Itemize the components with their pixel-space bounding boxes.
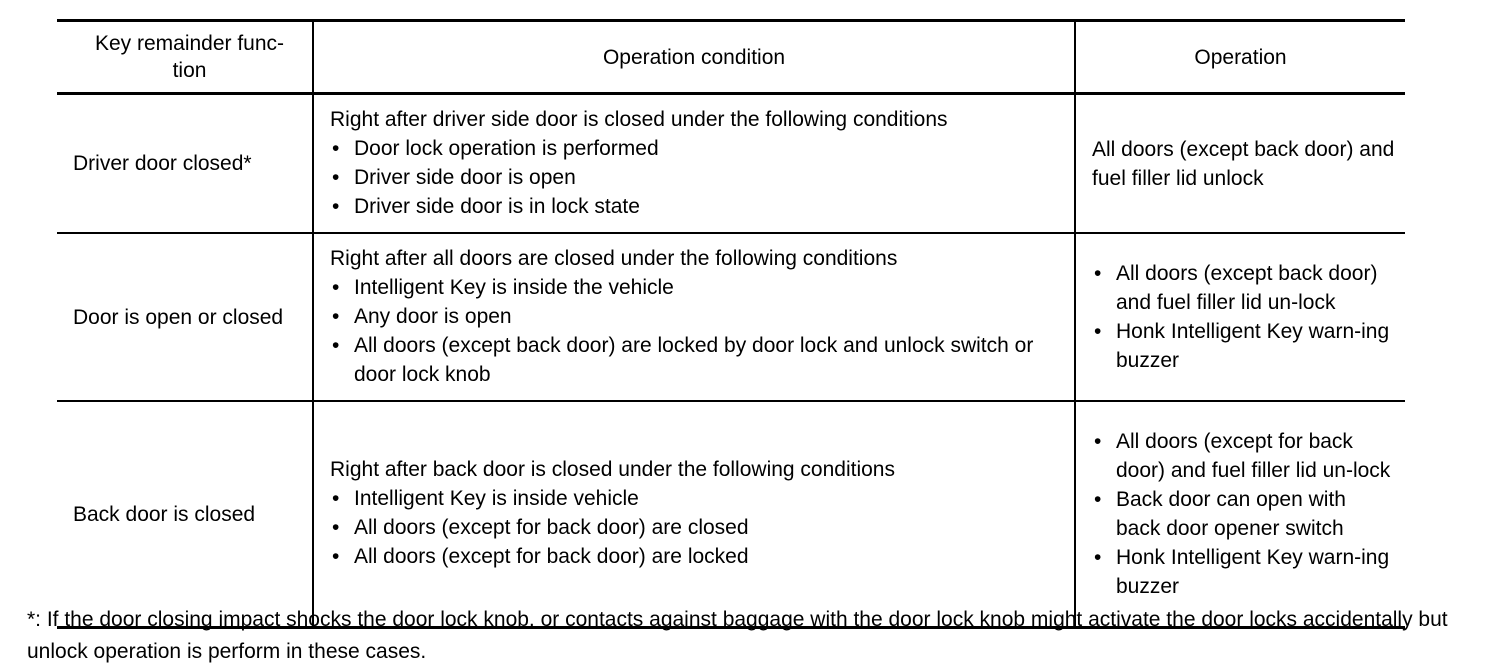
header-key-remainder-function: [57, 21, 313, 94]
row-operation: [1075, 94, 1405, 234]
condition-item: • All doors (except for back door) are closed: [330, 513, 1064, 542]
condition-list: [330, 273, 1064, 389]
row-operation-condition: [313, 233, 1075, 401]
condition-intro: Right after back door is closed under the following conditions: [330, 458, 895, 481]
table-row-back-door-closed: [57, 401, 1405, 628]
condition-item: • Any door is open: [330, 302, 1064, 331]
table-header: [57, 21, 1405, 94]
operation-text: All doors (except back door) and fuel filler lid unlock: [1092, 137, 1395, 190]
condition-intro: Right after all doors are closed under the following conditions: [330, 246, 898, 270]
operation-list: [1092, 427, 1395, 601]
condition-list: [330, 134, 1064, 221]
condition-intro: Right after driver side door is closed under the following conditions: [330, 107, 948, 131]
condition-item: • Intelligent Key is inside the vehicle: [330, 273, 1064, 302]
header-row: [57, 21, 1405, 94]
operation-item: • Back door can open with back door opener switch: [1092, 485, 1395, 543]
row-operation: [1075, 233, 1405, 401]
table-row-door-open-or-closed: [57, 233, 1405, 401]
operation-item: • Honk Intelligent Key warn-ing buzzer: [1092, 543, 1395, 601]
header-operation: Operation: [1075, 21, 1405, 94]
key-remainder-table: [57, 19, 1405, 629]
row-operation: [1075, 401, 1405, 628]
operation-item: • Honk Intelligent Key warn-ing buzzer: [1092, 317, 1395, 375]
condition-item: • All doors (except back door) are locked by door lock and unlock switch or door lock knob: [330, 331, 1064, 389]
row-function-name: Driver door closed*: [73, 152, 252, 175]
row-function-name: Door is open or closed: [73, 305, 284, 329]
condition-item: • Intelligent Key is inside vehicle: [330, 484, 1064, 513]
operation-item: • All doors (except back door) and fuel filler lid un-lock: [1092, 259, 1395, 317]
condition-item: • Door lock operation is performed: [330, 134, 1064, 163]
row-function-name: Back door is closed: [73, 502, 256, 526]
key-remainder-table-container: [57, 19, 1405, 629]
table-body: [57, 94, 1405, 628]
row-operation-condition: [313, 94, 1075, 234]
condition-item: • Driver side door is in lock state: [330, 192, 1064, 221]
footnote: *: If the door closing impact shocks the door lock knob, or contacts against baggage with the door lock knob might activate the door locks accidentally but unlock operation is perform in these cases.: [27, 608, 1448, 663]
condition-item: • All doors (except for back door) are locked: [330, 542, 1064, 571]
operation-list: [1092, 259, 1395, 375]
header-key-remainder-function-label: Key remainder func- tion: [94, 32, 285, 82]
operation-item: • All doors (except for back door) and fuel filler lid un-lock: [1092, 427, 1395, 485]
row-operation-condition: [313, 401, 1075, 628]
condition-list: [330, 484, 1064, 571]
condition-item: • Driver side door is open: [330, 163, 1064, 192]
header-operation-condition: Operation condition: [313, 21, 1075, 94]
table-row-driver-door-closed: [57, 94, 1405, 234]
